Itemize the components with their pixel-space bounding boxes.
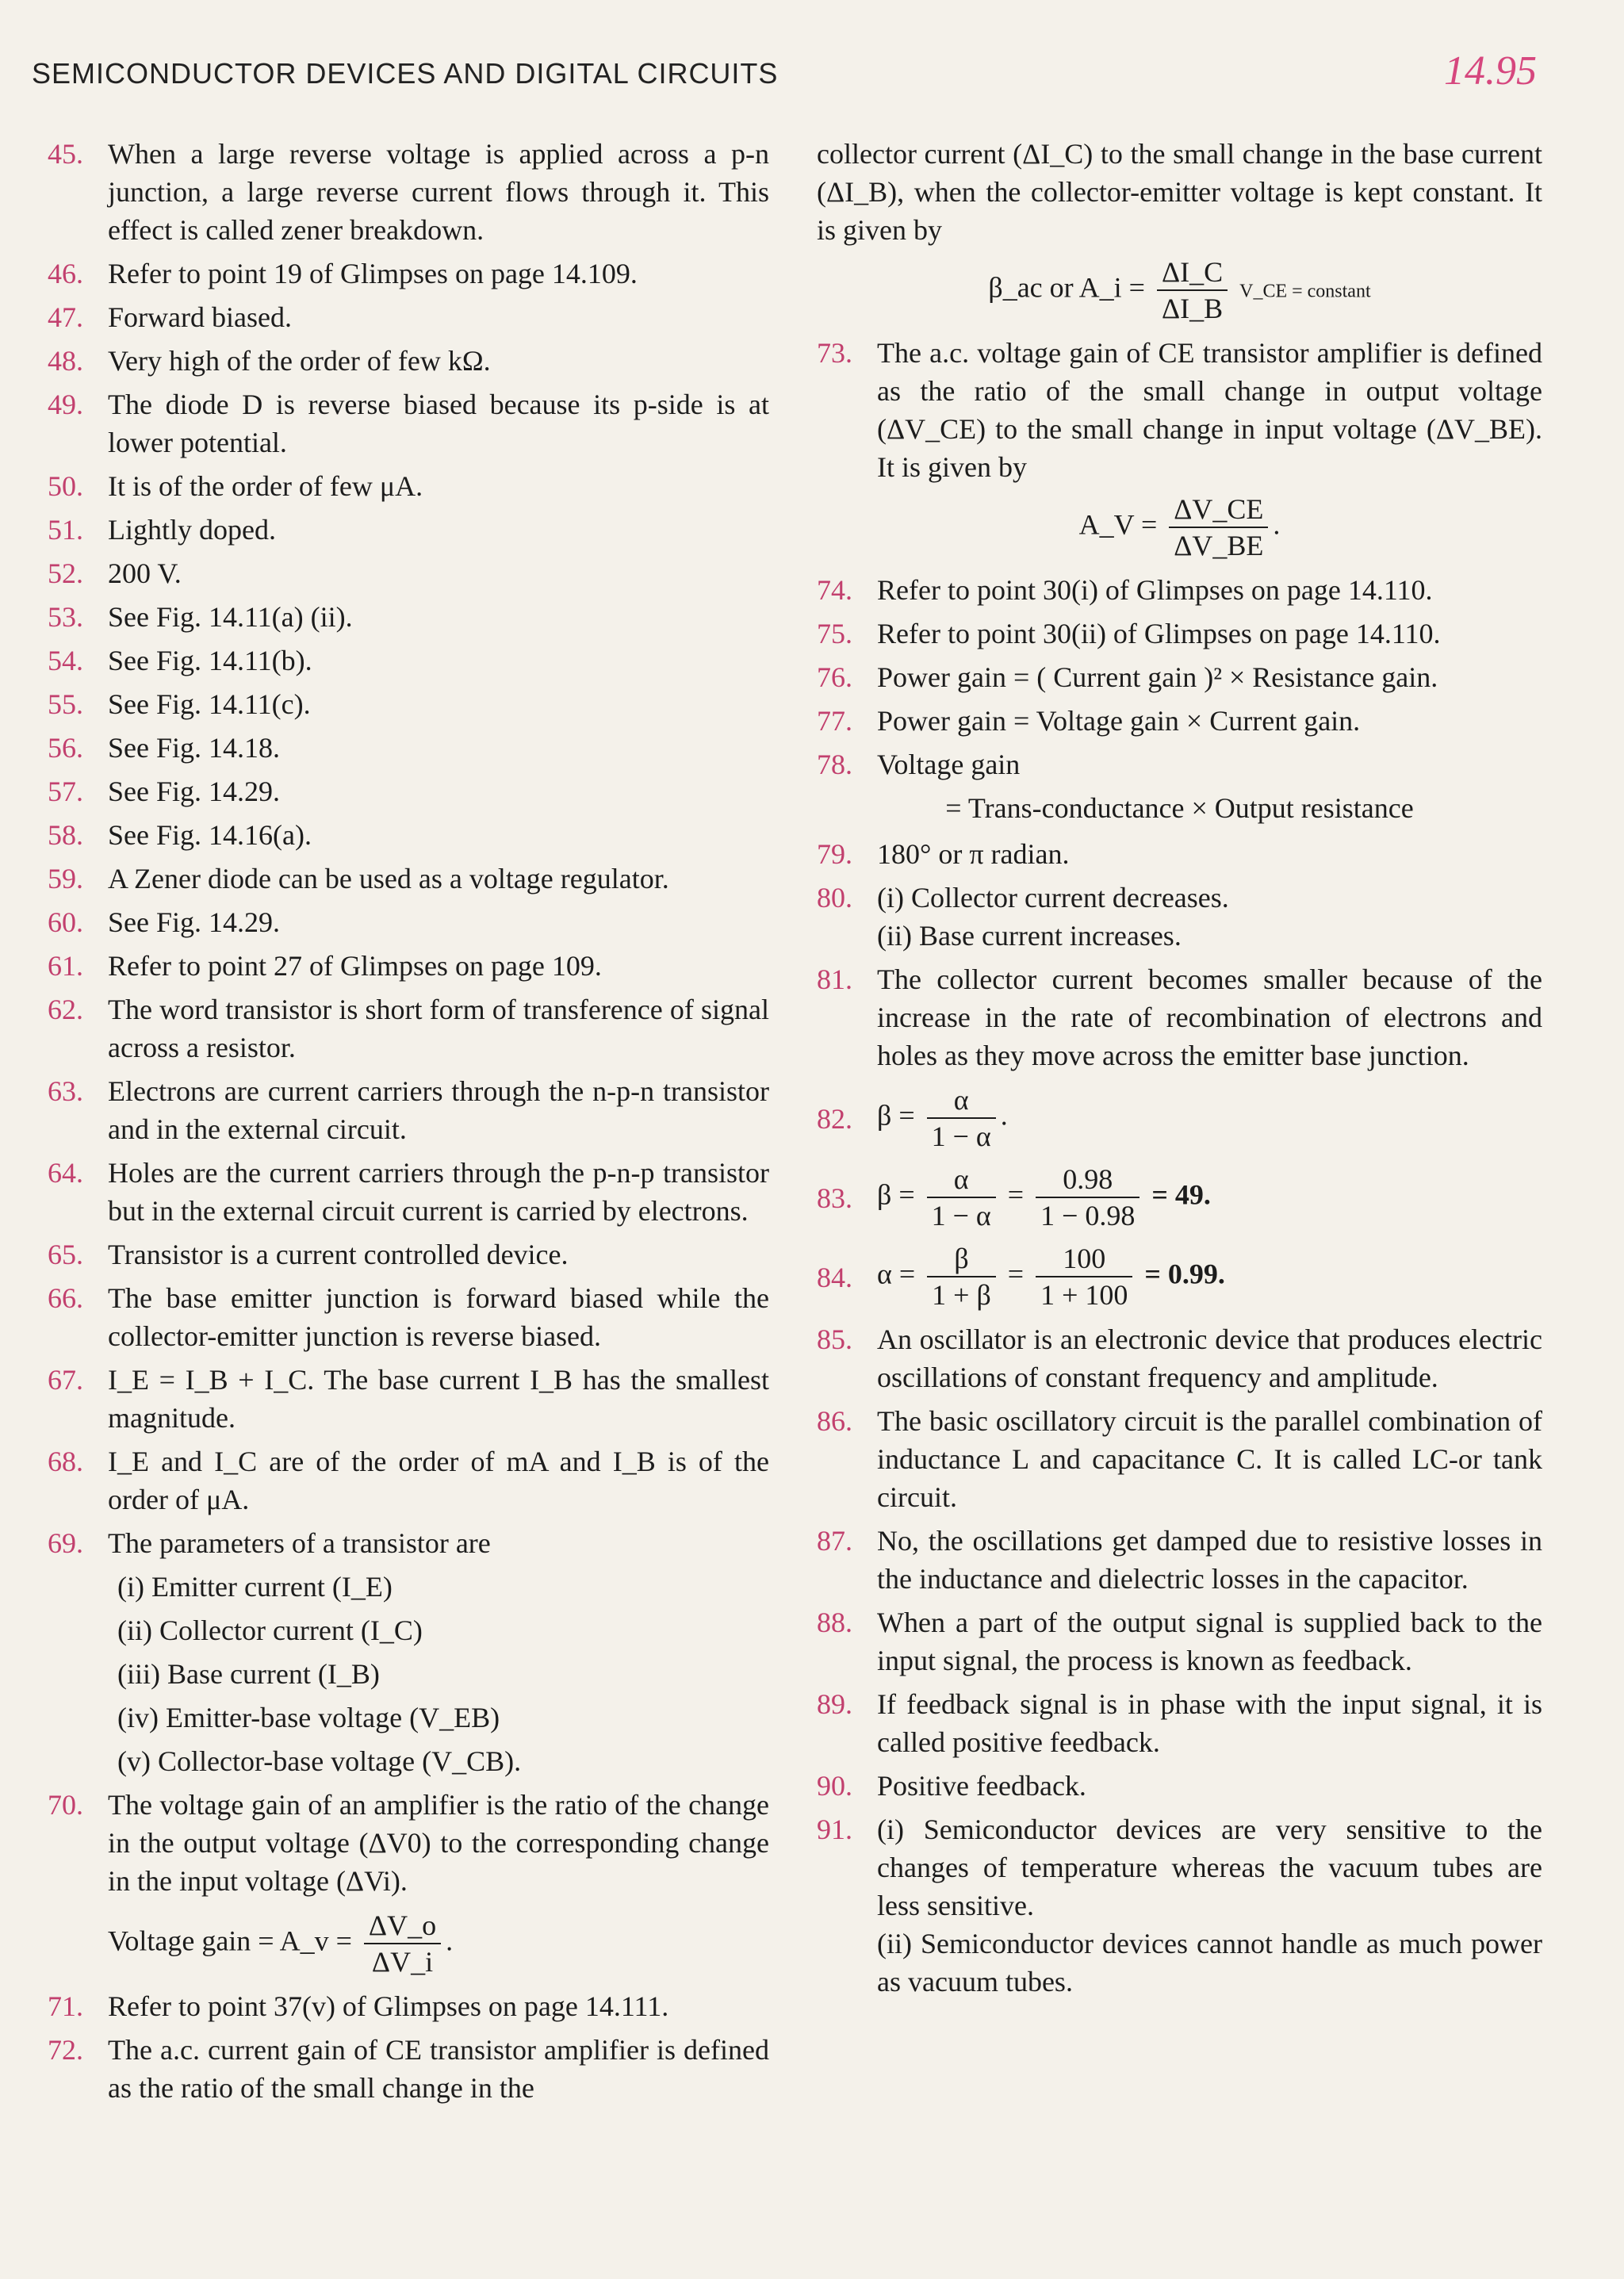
answer-number: 80. [817, 882, 852, 914]
answer-number: 46. [48, 258, 83, 289]
formula-label: A_V = [1078, 508, 1158, 541]
fraction-denominator: 1 − 0.98 [1040, 1200, 1136, 1231]
answer-text: The word transistor is short form of transference of signal across a resistor. [108, 994, 769, 1063]
formula-fraction [1169, 492, 1268, 563]
answer-number: 82. [817, 1103, 852, 1135]
formula-fraction [927, 1082, 996, 1154]
answer-item [48, 1361, 769, 1437]
right-answer-list-a [817, 571, 1542, 783]
answer-number: 62. [48, 994, 83, 1025]
answer-text: Refer to point 19 of Glimpses on page 14.109. [108, 258, 638, 289]
answer-item-83 [817, 1162, 1542, 1233]
answer-text: Refer to point 30(i) of Glimpses on page 14.110. [877, 574, 1433, 606]
answer-text: It is of the order of few μA. [108, 470, 423, 502]
answer-subtext: (i) Semiconductor devices are very sensitive to the changes of temperature whereas the vacuum tubes are less sensitive. [877, 1814, 1542, 1921]
page-number: 14.95 [1444, 48, 1537, 94]
answer-text: The parameters of a transistor are [108, 1527, 491, 1559]
answer-text: The collector current becomes smaller because of the increase in the rate of recombination of electrons and holes as they move across the emitter base junction. [877, 963, 1542, 1071]
answer-item [48, 1442, 769, 1519]
answer-item [48, 467, 769, 505]
answer-text: See Fig. 14.16(a). [108, 819, 312, 851]
fraction-denominator: ΔV_BE [1174, 530, 1264, 561]
fraction-denominator: 1 + β [932, 1279, 991, 1311]
answer-item [817, 960, 1542, 1074]
formula-fraction [1036, 1162, 1139, 1233]
answer-text: An oscillator is an electronic device that produces electric oscillations of constant frequency and amplitude. [877, 1323, 1542, 1393]
formula-fraction [927, 1241, 996, 1312]
answer-number: 72. [48, 2034, 83, 2066]
answer-item [817, 1402, 1542, 1516]
fraction-numerator: β [927, 1241, 996, 1277]
right-column [817, 135, 1542, 2006]
answer-number: 79. [817, 838, 852, 870]
answer-item [817, 615, 1542, 653]
answer-text: Refer to point 30(ii) of Glimpses on page 14.110. [877, 618, 1441, 649]
fraction-denominator: ΔI_B [1161, 293, 1224, 324]
answer-number: 52. [48, 557, 83, 589]
answer-text: I_E and I_C are of the order of mA and I_B is of the order of μA. [108, 1446, 769, 1515]
answer-item [817, 658, 1542, 696]
answer-number: 83. [817, 1182, 852, 1214]
answer-number: 86. [817, 1405, 852, 1437]
answer-number: 45. [48, 138, 83, 170]
answer-text: I_E = I_B + I_C. The base current I_B has the smallest magnitude. [108, 1364, 769, 1434]
answer-number: 54. [48, 645, 83, 676]
answer-text: Voltage gain [877, 749, 1021, 780]
answer-number: 64. [48, 1157, 83, 1189]
answer-text: A Zener diode can be used as a voltage regulator. [108, 863, 669, 894]
answer-number: 49. [48, 389, 83, 420]
voltage-gain-formula [48, 1908, 769, 1979]
answer-number: 87. [817, 1525, 852, 1557]
formula-label: β = [877, 1178, 915, 1211]
answer-number: 84. [817, 1262, 852, 1293]
formula-label: β_ac or A_i = [988, 271, 1145, 304]
answer-item [48, 772, 769, 810]
answer-item [48, 903, 769, 941]
fraction-numerator: α [927, 1162, 996, 1198]
answer-item [48, 554, 769, 592]
answer-item [48, 342, 769, 380]
formula-result: = 49. [1151, 1178, 1211, 1211]
answer-text: See Fig. 14.29. [108, 906, 281, 938]
answer-text: The voltage gain of an amplifier is the ratio of the change in the output voltage (ΔV0) to the corresponding change in the input voltage (ΔVi). [108, 1789, 769, 1897]
answer-item [48, 511, 769, 549]
answer-number: 76. [817, 661, 852, 693]
answer-text: The base emitter junction is forward biased while the collector-emitter junction is reverse biased. [108, 1282, 769, 1352]
answer-number: 69. [48, 1527, 83, 1559]
answer-number: 71. [48, 1990, 83, 2022]
page-header [32, 48, 1537, 103]
answer-item [48, 1524, 769, 1562]
parameter-item: (ii) Collector current (I_C) [117, 1614, 423, 1646]
answer-item [817, 1685, 1542, 1761]
parameter-item: (iv) Emitter-base voltage (V_EB) [117, 1702, 500, 1733]
formula-label: α = [877, 1258, 916, 1290]
answer-text: Positive feedback. [877, 1770, 1086, 1802]
answer-text: See Fig. 14.11(a) (ii). [108, 601, 353, 633]
left-column [48, 135, 769, 2112]
answer-item [817, 1522, 1542, 1598]
answer-number: 55. [48, 688, 83, 720]
answer-item-82 [817, 1082, 1542, 1154]
answer-continuation: = Trans-conductance × Output resistance [945, 792, 1414, 824]
answer-number: 61. [48, 950, 83, 982]
answer-number: 90. [817, 1770, 852, 1802]
answer-number: 67. [48, 1364, 83, 1396]
parameter-item: (iii) Base current (I_B) [117, 1658, 380, 1690]
formula-fraction [364, 1908, 441, 1979]
answer-item [817, 745, 1542, 783]
answer-item [48, 947, 769, 985]
formula-end: . [1273, 508, 1281, 541]
answer-text: Holes are the current carriers through the p-n-p transistor but in the external circuit current is carried by electrons. [108, 1157, 769, 1227]
answer-number: 50. [48, 470, 83, 502]
answer-number: 53. [48, 601, 83, 633]
answer-text: (i) Collector current decreases. [877, 882, 1229, 914]
answer-number: 60. [48, 906, 83, 938]
answer-text: If feedback signal is in phase with the input signal, it is called positive feedback. [877, 1688, 1542, 1758]
answer-text: Refer to point 27 of Glimpses on page 109. [108, 950, 602, 982]
answer-text: When a part of the output signal is supplied back to the input signal, the process is known as feedback. [877, 1607, 1542, 1676]
fraction-denominator: 1 − α [931, 1200, 991, 1231]
answer-item [817, 334, 1542, 486]
answer-text: See Fig. 14.18. [108, 732, 281, 764]
answer-number: 74. [817, 574, 852, 606]
answer-text: The a.c. voltage gain of CE transistor amplifier is defined as the ratio of the small change in output voltage (ΔV_CE) to the small change in input voltage (ΔV_BE). It is given by [877, 337, 1542, 483]
answer-number: 70. [48, 1789, 83, 1821]
answer-number: 51. [48, 514, 83, 546]
answer-item [48, 298, 769, 336]
answer-text: Power gain = Voltage gain × Current gain. [877, 705, 1361, 737]
formula-label: β = [877, 1099, 915, 1132]
answer-item [48, 135, 769, 249]
fraction-denominator: ΔV_i [371, 1946, 434, 1978]
formula-end: . [1000, 1099, 1008, 1132]
answer-text: When a large reverse voltage is applied across a p-n junction, a large reverse current flows through it. This effect is called zener breakdown. [108, 138, 769, 246]
fraction-numerator: ΔV_o [364, 1908, 441, 1944]
answer-item [817, 1810, 1542, 2001]
equals-sign: = [1007, 1178, 1025, 1211]
formula-condition: V_CE = constant [1239, 281, 1371, 302]
fraction-denominator: 1 + 100 [1040, 1279, 1128, 1311]
fraction-numerator: ΔI_C [1157, 255, 1228, 291]
answer-item [48, 990, 769, 1067]
answer-item [48, 2031, 769, 2107]
answer-text: See Fig. 14.11(c). [108, 688, 311, 720]
answer-text: Transistor is a current controlled device. [108, 1239, 569, 1270]
answer-item [817, 879, 1542, 955]
answer-item [48, 729, 769, 767]
answer-number: 56. [48, 732, 83, 764]
answer-subtext: (ii) Base current increases. [877, 920, 1182, 952]
fraction-numerator: 0.98 [1036, 1162, 1139, 1198]
answer-item-84 [817, 1241, 1542, 1312]
answer-text: 180° or π radian. [877, 838, 1070, 870]
answer-text: The a.c. current gain of CE transistor amplifier is defined as the ratio of the small change in the [108, 2034, 769, 2104]
answer-item [48, 1154, 769, 1230]
answer-continuation: collector current (ΔI_C) to the small change in the base current (ΔI_B), when the collector-emitter voltage is kept constant. It is given by [817, 138, 1542, 246]
answer-number: 58. [48, 819, 83, 851]
answer-text: The basic oscillatory circuit is the parallel combination of inductance L and capacitance C. It is called LC-or tank circuit. [877, 1405, 1542, 1513]
answer-number: 66. [48, 1282, 83, 1314]
answer-item [48, 598, 769, 636]
formula-fraction [927, 1162, 996, 1233]
answer-number: 73. [817, 337, 852, 369]
formula-fraction [1157, 255, 1228, 326]
answer-text: Lightly doped. [108, 514, 276, 546]
transistor-parameters-list [48, 1568, 769, 1780]
answer-number: 88. [817, 1607, 852, 1638]
answer-item [817, 702, 1542, 740]
answer-number: 81. [817, 963, 852, 995]
answer-number: 77. [817, 705, 852, 737]
fraction-numerator: α [927, 1082, 996, 1119]
answer-item [48, 1786, 769, 1900]
answer-number: 48. [48, 345, 83, 377]
left-answer-list [48, 135, 769, 1562]
answer-number: 65. [48, 1239, 83, 1270]
answer-item [817, 1767, 1542, 1805]
answer-number: 89. [817, 1688, 852, 1720]
answer-item [48, 685, 769, 723]
answer-subtext: (ii) Semiconductor devices cannot handle as much power as vacuum tubes. [877, 1928, 1542, 1997]
answer-item [48, 642, 769, 680]
answer-number: 85. [817, 1323, 852, 1355]
current-gain-formula [817, 255, 1542, 326]
fraction-denominator: 1 − α [931, 1120, 991, 1152]
answer-item [48, 255, 769, 293]
formula-result: = 0.99. [1144, 1258, 1225, 1290]
chapter-title: SEMICONDUCTOR DEVICES AND DIGITAL CIRCUITS [32, 57, 779, 90]
answer-text: Refer to point 37(v) of Glimpses on page 14.111. [108, 1990, 669, 2022]
answer-item [48, 860, 769, 898]
answer-text: 200 V. [108, 557, 182, 589]
formula-label: Voltage gain = A_v = [108, 1925, 352, 1957]
answer-number: 57. [48, 776, 83, 807]
answer-text: No, the oscillations get damped due to resistive losses in the inductance and dielectric losses in the capacitor. [877, 1525, 1542, 1595]
answer-item [817, 1603, 1542, 1680]
parameter-item: (i) Emitter current (I_E) [117, 1571, 393, 1603]
formula-end: . [446, 1925, 454, 1957]
answer-item [817, 1320, 1542, 1396]
answer-item [48, 385, 769, 462]
answer-item [48, 816, 769, 854]
answer-item [48, 1279, 769, 1355]
answer-number: 78. [817, 749, 852, 780]
answer-number: 75. [817, 618, 852, 649]
answer-item [48, 1235, 769, 1274]
answer-item [48, 1072, 769, 1148]
formula-fraction [1036, 1241, 1132, 1312]
answer-text: Forward biased. [108, 301, 292, 333]
answer-number: 47. [48, 301, 83, 333]
answer-text: Electrons are current carriers through the n-p-n transistor and in the external circuit. [108, 1075, 769, 1145]
right-answer-list-b [817, 1320, 1542, 1805]
answer-number: 59. [48, 863, 83, 894]
answer-text: See Fig. 14.11(b). [108, 645, 312, 676]
fraction-numerator: 100 [1036, 1241, 1132, 1277]
answer-item [817, 835, 1542, 873]
answer-item [817, 571, 1542, 609]
answer-number: 68. [48, 1446, 83, 1477]
equals-sign: = [1007, 1258, 1025, 1290]
answer-text: Very high of the order of few kΩ. [108, 345, 491, 377]
answer-number: 91. [817, 1814, 852, 1845]
parameter-item: (v) Collector-base voltage (V_CB). [117, 1745, 522, 1777]
answer-text: See Fig. 14.29. [108, 776, 281, 807]
answer-text: Power gain = ( Current gain )² × Resistance gain. [877, 661, 1438, 693]
answer-text: The diode D is reverse biased because its p-side is at lower potential. [108, 389, 769, 458]
answer-item [48, 1987, 769, 2025]
answer-number: 63. [48, 1075, 83, 1107]
voltage-gain-ce-formula [817, 492, 1542, 563]
fraction-numerator: ΔV_CE [1169, 492, 1268, 528]
